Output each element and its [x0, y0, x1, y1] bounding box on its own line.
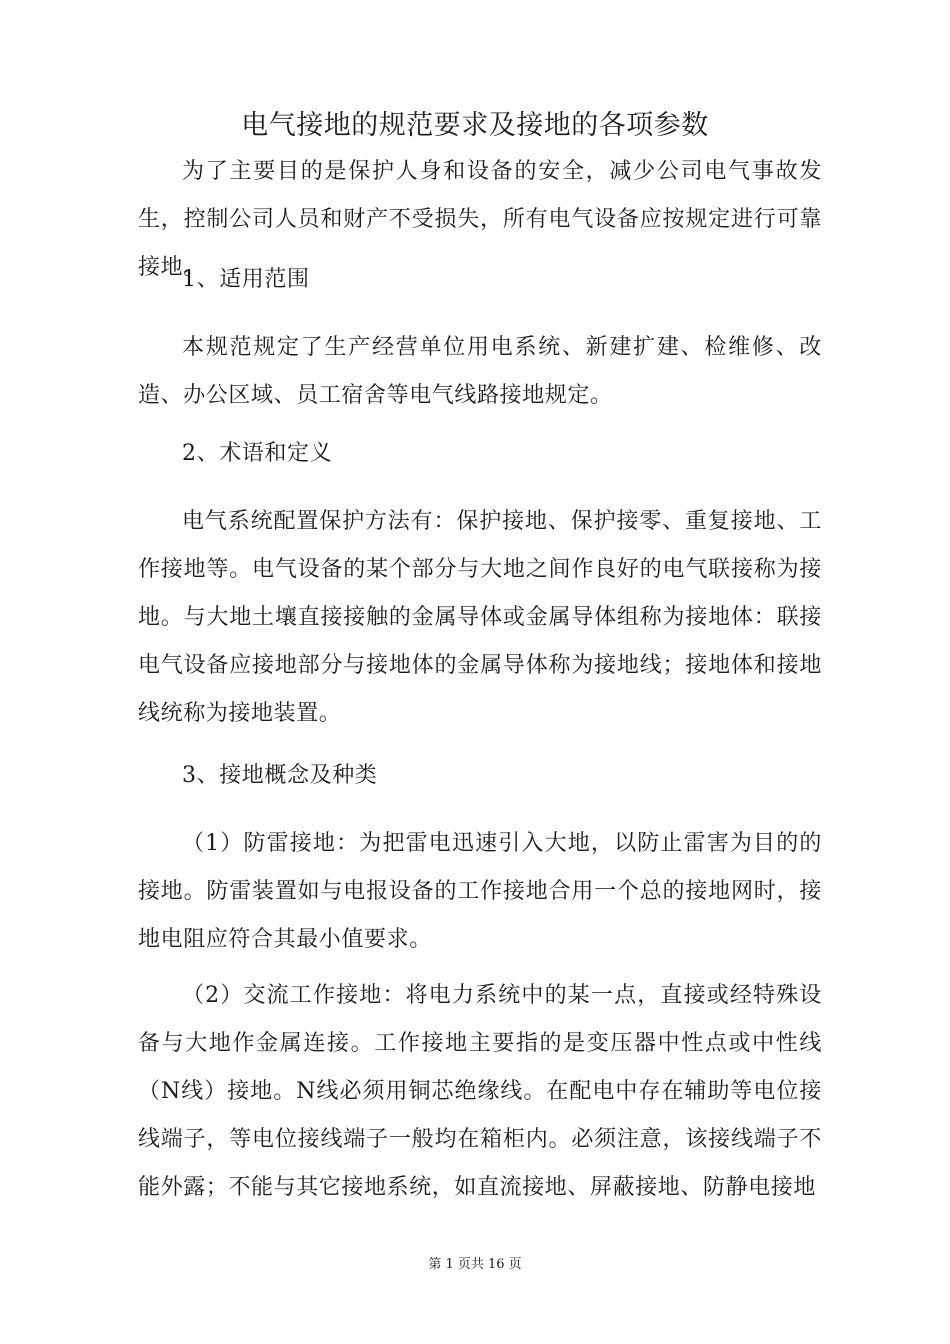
page-number-footer: 第 1 页共 16 页 [428, 1257, 522, 1272]
document-title: 电气接地的规范要求及接地的各项参数 [241, 110, 709, 141]
terms-paragraph: 电气系统配置保护方法有：保护接地、保护接零、重复接地、工作接地等。电气设备的某个部分与大地之间作良好的电气联接称为接地。与大地土壤直接接触的金属导体或金属导体组称为接地体：联接电气设备应接地部分与接地体的金属导体称为接地线；接地体和接地线统称为接地装置。 [138, 509, 822, 726]
section-heading-terms: 2、术语和定义 [182, 441, 333, 466]
intro-paragraph: 为了主要目的是保护人身和设备的安全，减少公司电气事故发生，控制公司人员和财产不受损失，所有电气设备应按规定进行可靠接地。 [138, 159, 822, 280]
scope-paragraph: 本规范规定了生产经营单位用电系统、新建扩建、检维修、改造、办公区域、员工宿舍等电气线路接地规定。 [138, 335, 822, 408]
lightning-grounding-paragraph: （1）防雷接地：为把雷电迅速引入大地，以防止雷害为目的的接地。防雷装置如与电报设备的工作接地合用一个总的接地网时，接地电阻应符合其最小值要求。 [138, 831, 822, 952]
section-heading-scope: 1、适用范围 [182, 267, 310, 292]
section-heading-grounding-types: 3、接地概念及种类 [182, 763, 378, 788]
ac-grounding-paragraph: （2）交流工作接地：将电力系统中的某一点，直接或经特殊设备与大地作金属连接。工作接地主要指的是变压器中性点或中性线（N线）接地。N线必须用铜芯绝缘线。在配电中存在辅助等电位接线端子，等电位接线端子一般均在箱柜内。必须注意，该接线端子不能外露；不能与其它接地系统，如直流接地、屏蔽接地、防静电接地 [138, 983, 822, 1200]
